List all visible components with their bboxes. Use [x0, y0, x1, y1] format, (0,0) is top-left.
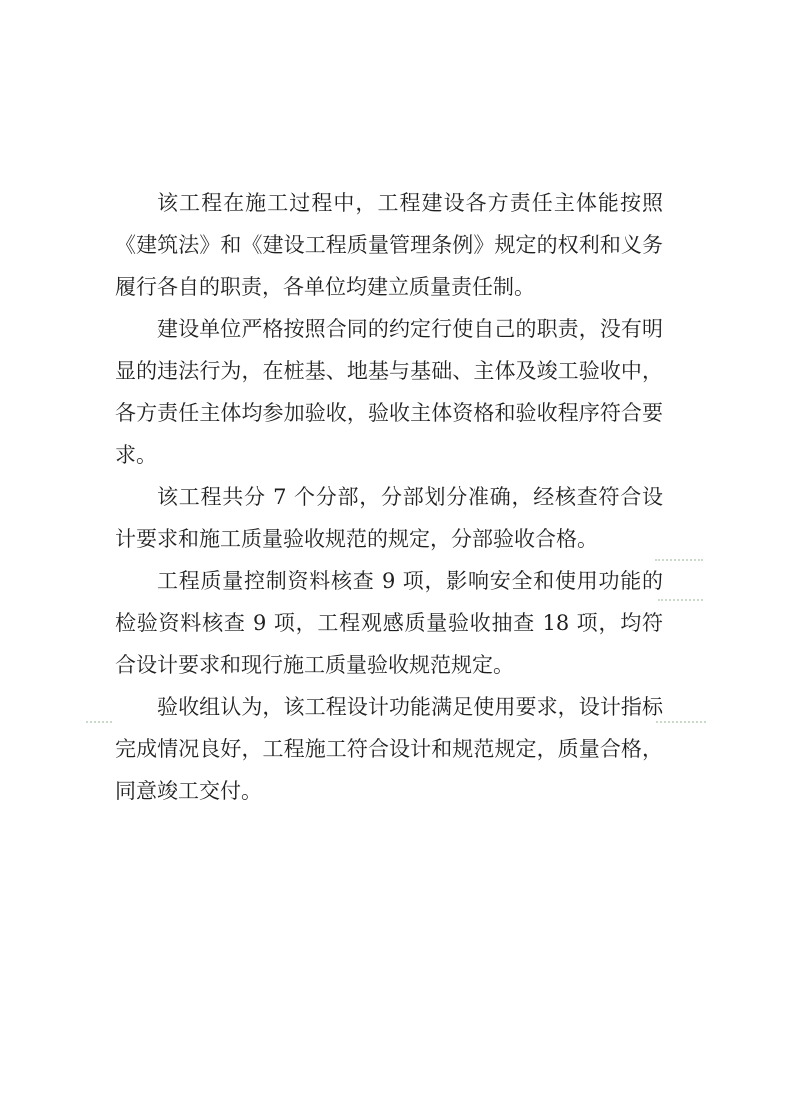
- paragraph-acceptance-conclusion: 验收组认为，该工程设计功能满足使用要求，设计指标完成情况良好，工程施工符合设计和规范规定，质量合格，同意竣工交付。: [115, 695, 663, 803]
- scan-artifact-dotted-line: [656, 721, 706, 723]
- scan-artifact-dotted-line: [655, 559, 703, 561]
- scan-artifact-dotted-line: [658, 599, 703, 601]
- document-body: [115, 182, 663, 812]
- paragraph-construction-unit-duties: 建设单位严格按照合同的约定行使自己的职责，没有明显的违法行为，在桩基、地基与基础、主体及竣工验收中，各方责任主体均参加验收，验收主体资格和验收程序符合要求。: [115, 317, 663, 467]
- scan-artifact-dotted-line: [86, 721, 112, 723]
- paragraph-document-checks: 工程质量控制资料核查 9 项，影响安全和使用功能的检验资料核查 9 项，工程观感质量验收抽查 18 项，均符合设计要求和现行施工质量验收规范规定。: [115, 569, 663, 677]
- paragraph-division-acceptance: 该工程共分 7 个分部，分部划分准确，经核查符合设计要求和施工质量验收规范的规定，分部验收合格。: [115, 485, 663, 551]
- paragraph-responsibility-system: 该工程在施工过程中，工程建设各方责任主体能按照《建筑法》和《建设工程质量管理条例》规定的权利和义务履行各自的职责，各单位均建立质量责任制。: [115, 191, 663, 299]
